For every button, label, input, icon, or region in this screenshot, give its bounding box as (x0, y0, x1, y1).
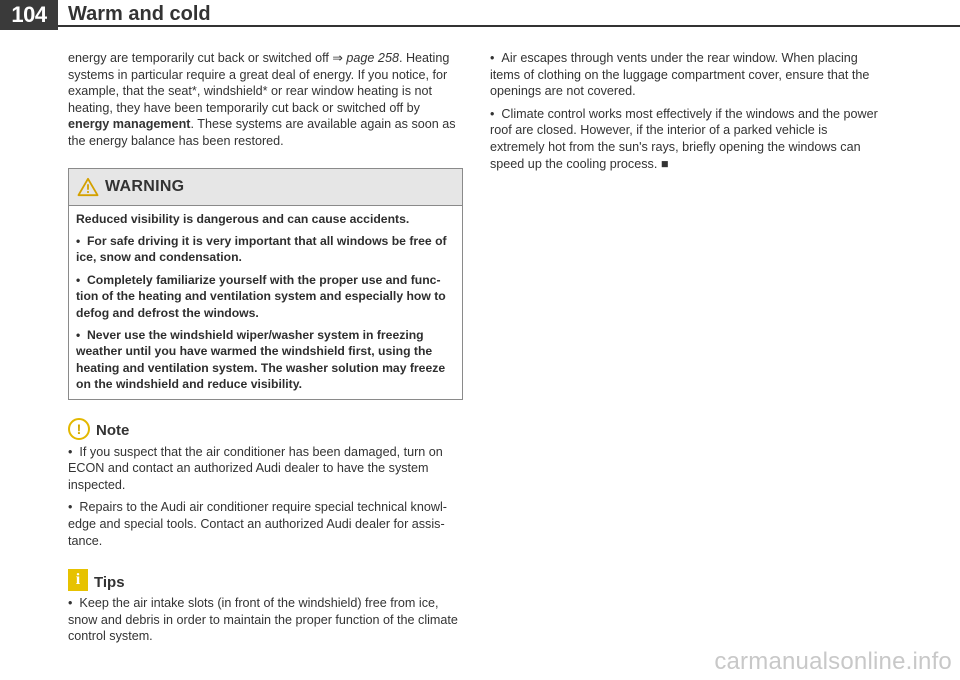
note-title: Note (96, 422, 130, 440)
note-item: • Repairs to the Audi air conditioner require special technical knowledge and special tools. Contact an authorized Audi dealer for assistance. (68, 500, 447, 548)
bullet-icon: • (68, 500, 73, 515)
bullet-icon: • (68, 444, 73, 459)
intro-paragraph: energy are temporarily cut back or switched off ⇒ page 258. Heating systems in particular require a great deal of energy. If you notice, for example, that the seat*, windshield* or rear window heating is not heating, they have been temporarily cut back or switched off by energy management. These systems are available again as soon as the energy balance has been restored. (68, 51, 456, 148)
left-column (68, 50, 463, 651)
tips-list (68, 595, 463, 645)
watermark: carmanualsonline.info (714, 648, 952, 675)
section-title: Warm and cold (68, 3, 211, 25)
bullet-icon: • (490, 106, 495, 121)
warning-item: • For safe driving it is very important that all windows be free of ice, snow and condensation. (76, 233, 447, 265)
tips-header (68, 569, 463, 591)
page-number: 104 (0, 0, 58, 30)
note-header (68, 418, 463, 440)
tips-title: Tips (94, 573, 125, 591)
right-column (490, 50, 882, 178)
end-mark-icon: ■ (660, 156, 669, 171)
warning-item: • Completely familiarize yourself with the proper use and function of the heating and ventilation system and especially how to defog and defrost the windows. (76, 272, 446, 320)
tips-info-icon: i (68, 569, 88, 591)
warning-title: WARNING (105, 177, 185, 195)
page-reference-link[interactable]: page 258 (342, 51, 399, 65)
note-item: • If you suspect that the air conditioner has been damaged, turn on ECON and contact an authorized Audi dealer to have the system inspected. (68, 444, 443, 492)
energy-management-term: energy management (68, 117, 191, 132)
warning-triangle-icon (77, 177, 99, 197)
tips-item: • Keep the air intake slots (in front of the windshield) free from ice, snow and debris in order to maintain the proper function of the climate control system. (68, 596, 458, 644)
note-exclamation-icon: ! (68, 418, 90, 440)
bullet-icon: • (68, 596, 73, 611)
bullet-icon: • (76, 272, 81, 287)
warning-body (69, 206, 462, 399)
list-item: • Climate control works most effectively if the windows and the power roof are closed. However, if the interior of a parked vehicle is extremely hot from the sun's rays, briefly opening the windows can speed up the cooling process. ■ (490, 106, 878, 171)
warning-header (69, 169, 462, 206)
list-item: • Air escapes through vents under the rear window. When placing items of clothing on the luggage compartment cover, ensure that the openings are not covered. (490, 51, 870, 99)
reference-arrow-icon: ⇒ (332, 51, 343, 65)
bullet-icon: • (490, 51, 495, 65)
warning-box (68, 168, 463, 400)
note-list (68, 444, 463, 550)
bullet-icon: • (76, 233, 81, 248)
bullet-icon: • (76, 328, 81, 342)
warning-item: • Never use the windshield wiper/washer system in freezing weather until you have warmed the windshield first, using the heating and ventilation system. The washer solution may freeze on the windshield and reduce visibility. (76, 328, 446, 392)
header-rule (58, 25, 960, 27)
warning-lead: Reduced visibility is dangerous and can cause accidents. (76, 211, 410, 226)
